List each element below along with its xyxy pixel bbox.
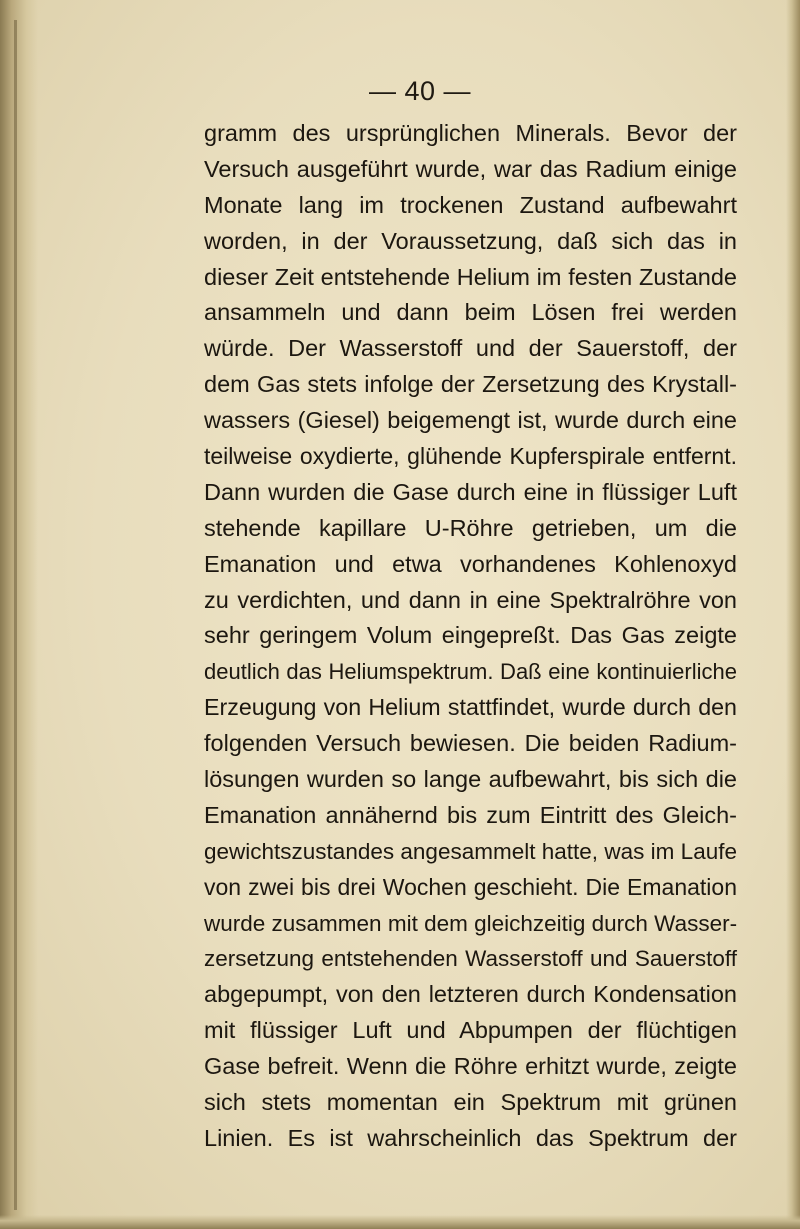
text-line: ansammeln und dann beim Lösen frei werden	[204, 299, 737, 326]
text-line: gewichtszustandes angesammelt hatte, was im Laufe	[204, 838, 737, 864]
text-line: mit flüssiger Luft und Abpumpen der flüchtigen	[204, 1017, 737, 1044]
text-line: folgenden Versuch bewiesen. Die beiden Radium-	[204, 730, 737, 757]
text-line: Emanation annähernd bis zum Eintritt des Gleich-	[204, 801, 737, 828]
text-line: zu verdichten, und dann in eine Spektralröhre von	[204, 586, 737, 613]
text-line: abgepumpt, von den letzteren durch Kondensation	[204, 981, 737, 1008]
page-binding-shadow	[0, 0, 38, 1229]
text-line: wassers (Giesel) beigemengt ist, wurde durch eine	[204, 407, 737, 434]
page-right-edge	[786, 0, 800, 1229]
text-line: Linien. Es ist wahrscheinlich das Spektrum der	[204, 1124, 737, 1151]
text-line: dem Gas stets infolge der Zersetzung des Krystall-	[204, 371, 737, 398]
text-line: Monate lang im trockenen Zustand aufbewahrt	[204, 191, 737, 218]
text-line: dieser Zeit entstehende Helium im festen Zustande	[204, 263, 737, 290]
text-line: stehende kapillare U-Röhre getrieben, um die	[204, 514, 737, 541]
text-line: teilweise oxydierte, glühende Kupferspirale entfernt.	[204, 443, 737, 470]
text-line: worden, in der Voraussetzung, daß sich das in	[204, 227, 737, 254]
text-line: sehr geringem Volum eingepreßt. Das Gas zeigte	[204, 622, 737, 649]
text-line: sich stets momentan ein Spektrum mit grünen	[204, 1089, 737, 1116]
text-line: würde. Der Wasserstoff und der Sauerstoff, der	[204, 335, 737, 362]
text-line: von zwei bis drei Wochen geschieht. Die Emanation	[204, 873, 737, 900]
text-line: zersetzung entstehenden Wasserstoff und Sauerstoff	[204, 946, 737, 972]
text-line: Gase befreit. Wenn die Röhre erhitzt wurde, zeigte	[204, 1053, 737, 1080]
text-line: Emanation und etwa vorhandenes Kohlenoxyd	[204, 550, 737, 577]
text-line: Versuch ausgeführt wurde, war das Radium einige	[204, 155, 737, 182]
page-number: — 40 —	[368, 76, 472, 106]
text-line: Dann wurden die Gase durch eine in flüssiger Luft	[204, 478, 737, 505]
text-line: wurde zusammen mit dem gleichzeitig durch Wasser-	[204, 910, 738, 936]
page-binding-edge	[14, 20, 17, 1210]
body-text	[204, 116, 737, 1157]
text-line: Erzeugung von Helium stattfindet, wurde durch den	[204, 694, 737, 721]
page-bottom-edge	[0, 1215, 800, 1229]
text-line: gramm des ursprünglichen Minerals. Bevor der	[204, 120, 737, 146]
text-line: deutlich das Heliumspektrum. Daß eine kontinuierliche	[204, 659, 737, 685]
text-line: lösungen wurden so lange aufbewahrt, bis sich die	[204, 766, 737, 793]
